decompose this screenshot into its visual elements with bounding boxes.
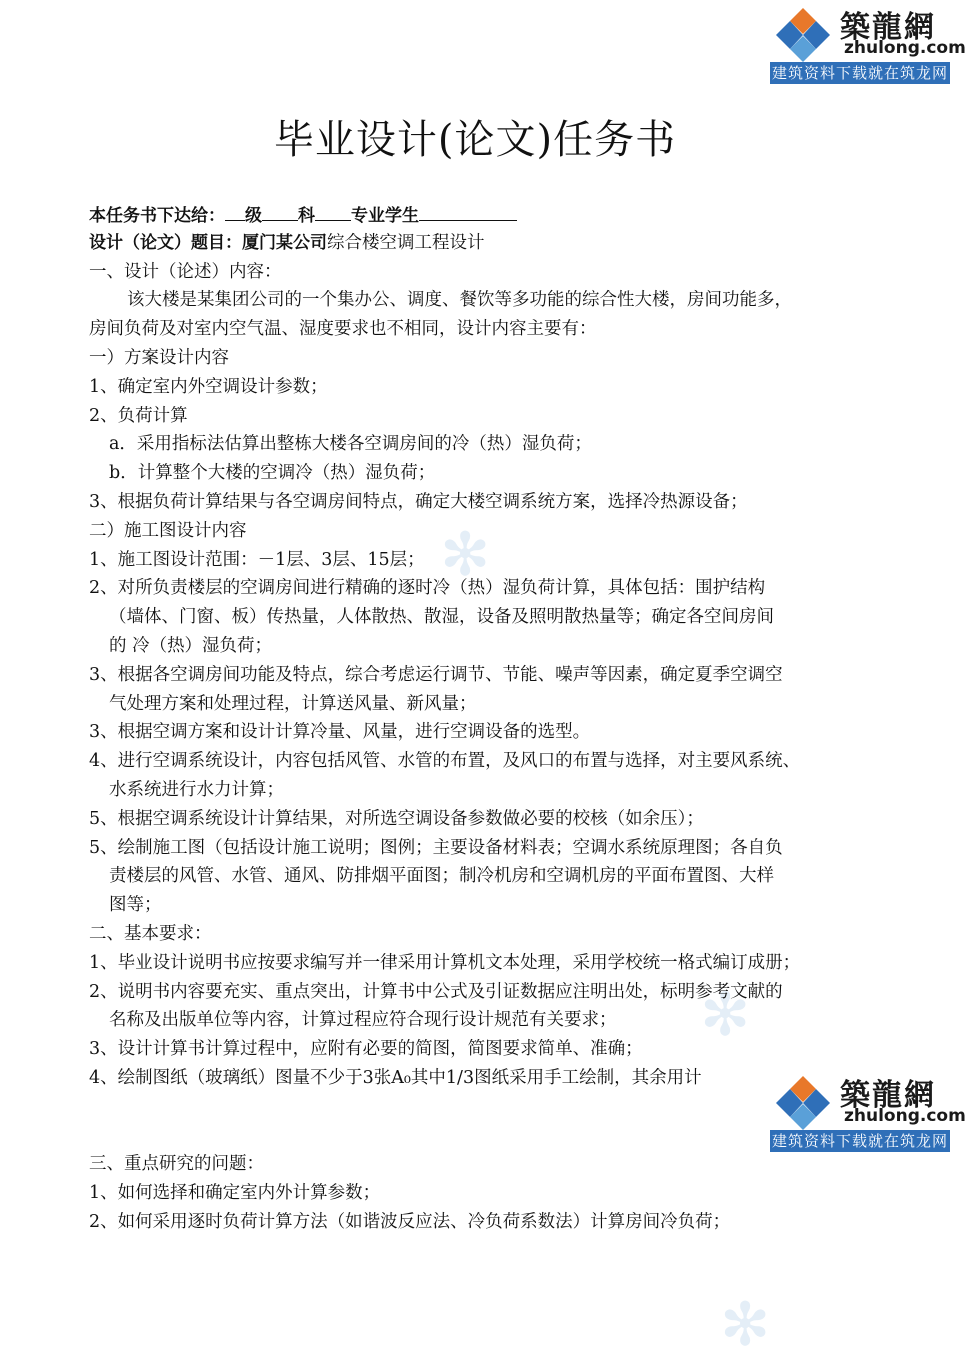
topic-label: 设计（论文）题目：厦门某公司 <box>89 232 327 253</box>
list-item-continuation: 气处理方案和处理过程，计算送风量、新风量； <box>109 693 477 714</box>
paragraph-line: 该大楼是某集团公司的一个集办公、调度、餐饮等多功能的综合性大楼，房间功能多， <box>127 290 792 311</box>
issued-to-line <box>89 200 879 229</box>
page-title: 毕业设计(论文)任务书 <box>273 117 677 163</box>
zhulong-logo[interactable] <box>770 0 966 88</box>
logo-domain: zhulong.com <box>844 38 966 58</box>
blank-field[interactable] <box>315 200 351 221</box>
issued-to-level: 级 <box>245 206 262 226</box>
list-item: 1、施工图设计范围：－1层、3层、15层； <box>89 549 425 570</box>
list-item-continuation: 水系统进行水力计算； <box>109 779 284 800</box>
list-item: 5、绘制施工图（包括设计施工说明；图例；主要设备材料表；空调水系统原理图；各自负 <box>89 837 783 858</box>
issued-to-prefix: 本任务书下达给： <box>89 206 225 226</box>
list-item-continuation: 的 冷（热）湿负荷； <box>109 635 273 656</box>
watermark-snowflake: ✻ <box>700 980 751 1050</box>
issued-to-suffix: 专业学生 <box>351 206 419 226</box>
watermark-snowflake: ✻ <box>440 520 491 590</box>
blank-field[interactable] <box>225 200 245 221</box>
zhulong-mark-icon <box>774 6 832 64</box>
blank-line <box>89 1093 879 1122</box>
list-item: 1、毕业设计说明书应按要求编写并一律采用计算机文本处理，采用学校统一格式编订成册； <box>89 952 801 973</box>
list-item-continuation: 图等； <box>109 895 162 916</box>
zhulong-logo-secondary[interactable] <box>770 1068 966 1156</box>
list-item: 1、如何选择和确定室内外计算参数； <box>89 1183 381 1204</box>
list-item: 2、如何采用逐时负荷计算方法（如谐波反应法、冷负荷系数法）计算房间冷负荷； <box>89 1211 731 1232</box>
list-item: 2、负荷计算 <box>89 405 188 426</box>
logo-domain: zhulong.com <box>844 1106 966 1126</box>
list-item: 4、绘制图纸（玻璃纸）图量不少于3张A₀其中1/3图纸采用手工绘制，其余用计 <box>89 1067 702 1088</box>
section-heading: 一、设计（论述）内容： <box>89 261 282 282</box>
list-item: 5、根据空调系统设计计算结果，对所选空调设备参数做必要的校核（如余压）； <box>89 808 704 829</box>
list-item-continuation: 责楼层的风管、水管、通风、防排烟平面图；制冷机房和空调机房的平面布置图、大样 <box>109 866 774 887</box>
logo-name-cn: 築龍網 <box>840 10 936 45</box>
section-heading: 二、基本要求： <box>89 923 212 944</box>
subsection-heading: 二）施工图设计内容 <box>89 520 247 541</box>
logo-name-cn: 築龍網 <box>840 1078 936 1113</box>
list-item: 1、确定室内外空调设计参数； <box>89 376 328 397</box>
paragraph-line: 房间负荷及对室内空气温、湿度要求也不相同，设计内容主要有： <box>89 319 597 340</box>
list-item-continuation: 名称及出版单位等内容，计算过程应符合现行设计规范有关要求； <box>109 1010 617 1031</box>
logo-slogan: 建筑资料下载就在筑龙网 <box>771 1132 948 1150</box>
watermark-snowflake: ✻ <box>720 1290 771 1360</box>
list-subitem: a．采用指标法估算出整栋大楼各空调房间的冷（热）湿负荷； <box>109 434 592 455</box>
blank-field[interactable] <box>419 200 517 221</box>
list-item-continuation: （墙体、门窗、板）传热量，人体散热、散湿，设备及照明散热量等；确定各空间房间 <box>109 607 774 628</box>
list-item: 2、对所负责楼层的空调房间进行精确的逐时冷（热）湿负荷计算，具体包括：围护结构 <box>89 578 766 599</box>
subsection-heading: 一）方案设计内容 <box>89 347 229 368</box>
blank-line <box>89 1122 879 1151</box>
document-body <box>89 200 879 1237</box>
list-item: 3、根据负荷计算结果与各空调房间特点，确定大楼空调系统方案，选择冷热源设备； <box>89 491 748 512</box>
list-item: 2、说明书内容要充实、重点突出，计算书中公式及引证数据应注明出处，标明参考文献的 <box>89 981 783 1002</box>
list-item: 3、根据空调方案和设计计算冷量、风量，进行空调设备的选型。 <box>89 722 591 743</box>
list-item: 4、进行空调系统设计，内容包括风管、水管的布置，及风口的布置与选择，对主要风系统、 <box>89 751 801 772</box>
topic-line <box>89 229 879 258</box>
section-heading: 三、重点研究的问题： <box>89 1154 264 1175</box>
topic-rest: 综合楼空调工程设计 <box>327 232 485 253</box>
zhulong-mark-icon <box>774 1074 832 1132</box>
list-subitem: b．计算整个大楼的空调冷（热）湿负荷； <box>109 463 436 484</box>
logo-slogan: 建筑资料下载就在筑龙网 <box>771 64 948 82</box>
list-item: 3、设计计算书计算过程中，应附有必要的简图，简图要求简单、准确； <box>89 1039 643 1060</box>
issued-to-dept: 科 <box>298 206 315 226</box>
list-item: 3、根据各空调房间功能及特点，综合考虑运行调节、节能、噪声等因素，确定夏季空调空 <box>89 664 783 685</box>
blank-field[interactable] <box>262 200 298 221</box>
